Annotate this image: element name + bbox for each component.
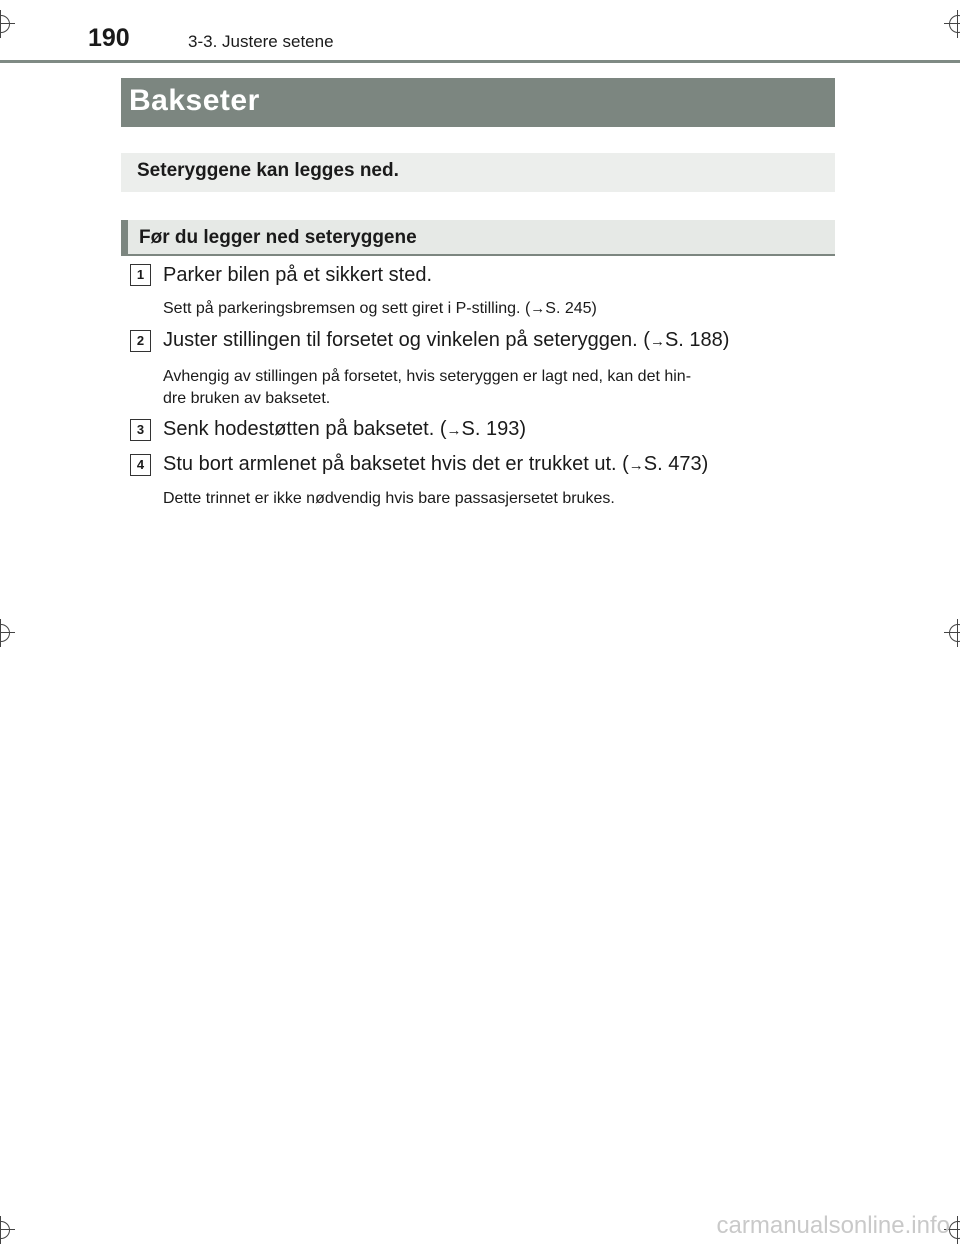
step-2-note: [163, 366, 835, 410]
subheading: Før du legger ned seteryggene: [139, 227, 417, 248]
step-number-badge: 4: [130, 454, 151, 476]
page-title: Bakseter: [129, 84, 260, 117]
step-2-note-line-2: dre bruken av baksetet.: [163, 390, 331, 407]
step-1-text: Parker bilen på et sikkert sted.: [163, 264, 433, 286]
crop-mark-icon: [944, 619, 960, 647]
step-2-text: [163, 329, 729, 352]
crop-mark-icon: [944, 10, 960, 38]
intro-box: [121, 153, 835, 192]
arrow-icon: →: [530, 300, 546, 317]
step-number-badge: 2: [130, 330, 151, 352]
step-number-badge: 3: [130, 419, 151, 441]
step-4-text-main: Stu bort armlenet på baksetet hvis det er trukket ut. (: [163, 453, 629, 475]
step-2-note-line-1: Avhengig av stillingen på forsetet, hvis seteryggen er lagt ned, kan det hin-: [163, 368, 692, 385]
step-2-ref: S. 188): [664, 329, 730, 351]
subheading-bar: [121, 220, 835, 256]
step-3-text-main: Senk hodestøtten på baksetet. (: [163, 418, 447, 440]
arrow-icon: →: [628, 457, 644, 474]
title-bar: [121, 78, 835, 127]
step-2-text-main: Juster stillingen til forsetet og vinkelen på seteryggen. (: [163, 329, 650, 351]
arrow-icon: →: [446, 422, 462, 439]
watermark: carmanualsonline.info: [716, 1212, 950, 1239]
page-number: 190: [88, 24, 130, 52]
step-1-note: [163, 298, 835, 320]
step-number-badge: 1: [130, 264, 151, 286]
header-rule: [0, 60, 960, 63]
crop-mark-icon: [0, 1216, 15, 1244]
step-1-note-text: Sett på parkeringsbremsen og sett giret i P-stilling. (: [163, 300, 531, 317]
step-4-ref: S. 473): [643, 453, 709, 475]
crop-mark-icon: [0, 10, 15, 38]
step-3-text: [163, 418, 526, 441]
crop-mark-icon: [0, 619, 15, 647]
page-header: [88, 22, 848, 58]
intro-text: Seteryggene kan legges ned.: [137, 160, 399, 181]
step-4-text: [163, 453, 708, 476]
step-1-note-ref: S. 245): [545, 300, 597, 317]
section-label: 3-3. Justere setene: [188, 32, 334, 51]
arrow-icon: →: [649, 333, 665, 350]
subheading-accent: [121, 220, 128, 254]
step-4-note: Dette trinnet er ikke nødvendig hvis bare passasjersetet brukes.: [163, 490, 615, 507]
step-3-ref: S. 193): [461, 418, 526, 440]
